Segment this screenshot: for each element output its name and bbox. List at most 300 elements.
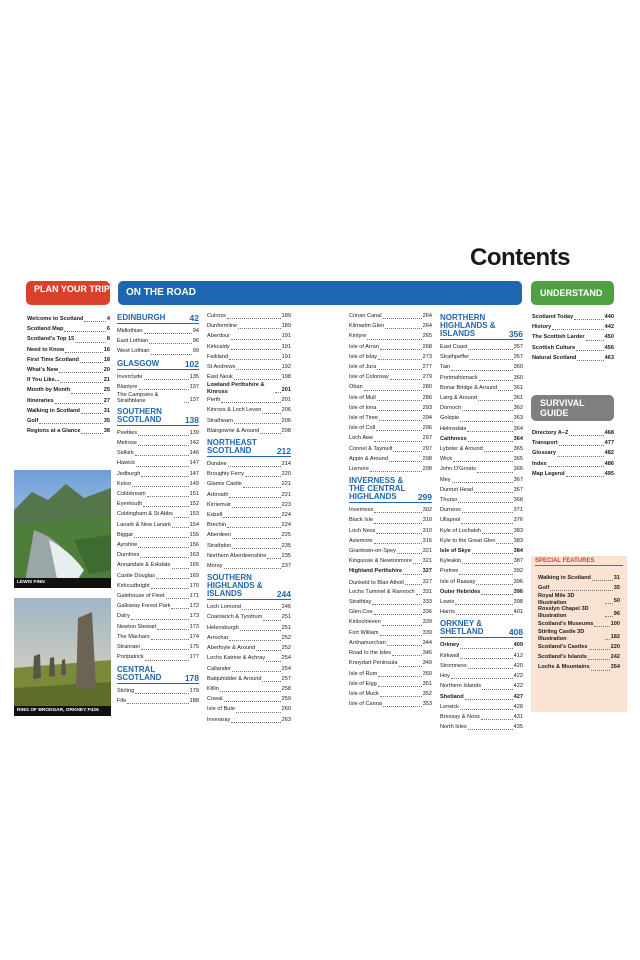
toc-entry[interactable] <box>27 365 110 375</box>
toc-entry[interactable] <box>27 375 110 385</box>
toc-entry[interactable] <box>207 342 291 352</box>
toc-entry-title: Isle of Bute <box>207 706 235 713</box>
toc-entry[interactable] <box>440 546 523 556</box>
toc-entry-title: Need to Know <box>27 346 65 353</box>
toc-entry-page: 280 <box>422 384 432 391</box>
dot-leader <box>399 666 422 667</box>
toc-entry[interactable] <box>117 489 199 499</box>
toc-entry[interactable] <box>117 479 199 489</box>
toc-entry[interactable] <box>117 372 199 382</box>
toc-entry[interactable] <box>349 556 432 566</box>
toc-entry[interactable] <box>117 382 199 392</box>
toc-entry-title: Lybster & Around <box>440 446 483 453</box>
toc-entry[interactable] <box>207 500 291 510</box>
toc-entry[interactable] <box>440 526 523 536</box>
toc-entry[interactable] <box>349 669 432 679</box>
standing-stones-image <box>14 598 111 716</box>
toc-entry-title: Isle of Jura <box>349 364 377 371</box>
toc-entry-title: Hawick <box>117 460 136 467</box>
toc-entry[interactable] <box>440 651 523 661</box>
toc-entry[interactable] <box>117 336 199 346</box>
toc-entry[interactable] <box>207 643 291 653</box>
toc-entry[interactable] <box>538 629 620 642</box>
toc-entry[interactable] <box>117 560 199 570</box>
toc-entry[interactable] <box>117 448 199 458</box>
section-heading-page: 299 <box>417 492 432 503</box>
toc-entry[interactable] <box>207 352 291 362</box>
toc-entry[interactable] <box>207 405 291 415</box>
toc-entry[interactable] <box>349 362 432 372</box>
toc-entry[interactable] <box>440 464 523 474</box>
toc-entry[interactable] <box>349 433 432 443</box>
section-heading-page: 138 <box>184 414 199 425</box>
toc-entry-page: 367 <box>513 476 523 483</box>
toc-entry[interactable] <box>532 332 614 342</box>
toc-entry-title: Mey <box>440 476 451 483</box>
toc-entry[interactable] <box>440 434 523 444</box>
toc-entry[interactable] <box>532 469 614 479</box>
toc-entry-title: Arbroath <box>207 491 229 498</box>
toc-entry-page: 360 <box>513 374 523 381</box>
toc-entry-page: 155 <box>189 531 199 538</box>
section-heading-title: NORTHEAST SCOTLAND <box>207 438 257 456</box>
toc-entry[interactable] <box>117 652 199 662</box>
dot-leader <box>557 456 604 457</box>
toc-entry[interactable] <box>27 314 110 324</box>
toc-entry[interactable] <box>349 648 432 658</box>
dot-leader <box>234 423 281 424</box>
toc-entry-page: 20 <box>103 367 110 374</box>
section-heading-title: GLASGOW <box>117 358 160 368</box>
toc-entry[interactable] <box>27 324 110 334</box>
toc-entry-title: Golf <box>538 585 550 592</box>
toc-entry-page: 151 <box>189 491 199 498</box>
toc-entry[interactable] <box>349 413 432 423</box>
toc-entry[interactable] <box>117 469 199 479</box>
toc-entry-title: Wick <box>440 456 453 463</box>
toc-entry[interactable] <box>117 550 199 560</box>
toc-entry[interactable] <box>207 520 291 530</box>
toc-entry-page: 146 <box>189 450 199 457</box>
toc-entry[interactable] <box>27 416 110 426</box>
toc-entry-page: 440 <box>604 314 614 320</box>
toc-entry[interactable] <box>440 597 523 607</box>
toc-entry[interactable] <box>349 311 432 321</box>
toc-entry[interactable] <box>117 499 199 509</box>
toc-entry[interactable] <box>207 541 291 551</box>
toc-entry[interactable] <box>440 681 523 691</box>
toc-entry-title: Ullapool <box>440 517 461 524</box>
toc-entry[interactable] <box>207 382 291 395</box>
toc-entry[interactable] <box>440 671 523 681</box>
toc-entry[interactable] <box>207 694 291 704</box>
toc-entry[interactable] <box>117 346 199 356</box>
toc-entry[interactable] <box>207 490 291 500</box>
toc-entry[interactable] <box>349 679 432 689</box>
toc-entry[interactable] <box>349 628 432 638</box>
toc-entry[interactable] <box>207 331 291 341</box>
dot-leader <box>232 538 280 539</box>
toc-entry[interactable] <box>440 692 523 702</box>
toc-entry-page: 220 <box>610 644 620 651</box>
toc-entry-page: 191 <box>281 333 291 340</box>
toc-entry-title: Aberfoyle & Around <box>207 645 256 652</box>
toc-entry-page: 349 <box>422 660 432 667</box>
toc-entry-title: Glen Coe <box>349 609 373 616</box>
toc-entry[interactable] <box>207 664 291 674</box>
toc-entry[interactable] <box>440 712 523 722</box>
toc-entry[interactable] <box>349 352 432 362</box>
dot-leader <box>156 578 189 579</box>
toc-entry-title: Lismore <box>349 466 369 473</box>
dot-leader <box>81 433 102 434</box>
toc-entry[interactable] <box>440 722 523 732</box>
toc-entry[interactable] <box>27 355 110 365</box>
toc-entry[interactable] <box>440 352 523 362</box>
section-heading-title: SOUTHERN HIGHLANDS & ISLANDS <box>207 573 263 599</box>
toc-entry[interactable] <box>349 372 432 382</box>
toc-entry-title: Dalry <box>117 613 131 620</box>
toc-entry[interactable] <box>117 696 199 706</box>
dot-leader <box>55 403 103 404</box>
toc-entry-page: 35 <box>103 418 110 425</box>
dot-leader <box>576 350 603 351</box>
toc-entry[interactable] <box>207 633 291 643</box>
toc-entry-title: Aberdour <box>207 333 231 340</box>
toc-entry[interactable] <box>117 438 199 448</box>
toc-entry-title: Glossary <box>532 450 556 457</box>
toc-entry[interactable] <box>349 536 432 546</box>
toc-entry[interactable] <box>538 606 620 619</box>
toc-entry[interactable] <box>349 577 432 587</box>
toc-entry[interactable] <box>27 345 110 355</box>
toc-entry[interactable] <box>27 406 110 416</box>
toc-entry[interactable] <box>207 321 291 331</box>
toc-entry-page: 173 <box>189 623 199 630</box>
toc-entry[interactable] <box>440 444 523 454</box>
toc-entry[interactable] <box>207 311 291 321</box>
toc-entry[interactable] <box>207 551 291 561</box>
toc-entry[interactable] <box>538 573 620 583</box>
toc-entry[interactable] <box>349 423 432 433</box>
toc-entry[interactable] <box>117 458 199 468</box>
toc-entry-page: 252 <box>281 634 291 641</box>
dot-leader <box>479 380 513 381</box>
toc-entry[interactable] <box>440 577 523 587</box>
toc-entry-page: 192 <box>281 364 291 371</box>
toc-entry[interactable] <box>349 566 432 576</box>
toc-entry-title: Kinlochleven <box>349 619 381 626</box>
toc-entry-title: First Time Scotland <box>27 356 79 363</box>
toc-entry[interactable] <box>349 546 432 556</box>
toc-entry[interactable] <box>349 444 432 454</box>
toc-entry[interactable] <box>117 591 199 601</box>
dot-leader <box>559 445 604 446</box>
toc-entry[interactable] <box>440 475 523 485</box>
toc-entry[interactable] <box>349 658 432 668</box>
dot-leader <box>267 558 280 559</box>
toc-entry-page: 170 <box>189 582 199 589</box>
toc-entry[interactable] <box>207 704 291 714</box>
toc-entry-page: 137 <box>189 383 199 390</box>
toc-entry[interactable] <box>349 607 432 617</box>
dot-leader <box>478 400 513 401</box>
toc-entry-page: 339 <box>422 629 432 636</box>
dot-leader <box>136 466 189 467</box>
dot-leader <box>374 614 422 615</box>
toc-entry[interactable] <box>117 509 199 519</box>
toc-entry[interactable] <box>538 662 620 672</box>
toc-entry-page: 147 <box>189 460 199 467</box>
toc-entry-page: 310 <box>422 517 432 524</box>
dot-leader <box>460 709 513 710</box>
section-heading-page: 244 <box>276 589 291 600</box>
toc-entry[interactable] <box>207 459 291 469</box>
dot-leader <box>229 640 280 641</box>
toc-entry-title: Golspie <box>440 415 459 422</box>
special-features-heading: SPECIAL FEATURES <box>535 558 623 566</box>
toc-entry-title: Northern Islands <box>440 683 482 690</box>
toc-entry[interactable] <box>349 515 432 525</box>
toc-entry[interactable] <box>349 505 432 515</box>
dot-leader <box>262 413 280 414</box>
dot-leader <box>364 390 422 391</box>
toc-entry-title: Scotland Today <box>532 314 574 320</box>
toc-entry[interactable] <box>349 464 432 474</box>
toc-entry-page: 259 <box>281 696 291 703</box>
toc-entry-title: Isle of Tiree <box>349 415 378 422</box>
dot-leader <box>256 650 280 651</box>
toc-entry-title: Portmahomack <box>440 374 478 381</box>
toc-entry[interactable] <box>207 416 291 426</box>
toc-entry[interactable] <box>207 612 291 622</box>
toc-entry-title: Jedburgh <box>117 470 141 477</box>
toc-entry[interactable] <box>532 459 614 469</box>
dot-leader <box>456 614 513 615</box>
toc-entry[interactable] <box>117 540 199 550</box>
toc-entry-page: 206 <box>281 417 291 424</box>
toc-entry[interactable] <box>117 581 199 591</box>
toc-entry[interactable] <box>207 530 291 540</box>
toc-entry[interactable] <box>532 448 614 458</box>
toc-entry[interactable] <box>440 342 523 352</box>
toc-entry[interactable] <box>440 515 523 525</box>
dot-leader <box>172 527 189 528</box>
toc-entry[interactable] <box>349 393 432 403</box>
page-title: Contents <box>470 244 570 271</box>
toc-entry[interactable] <box>117 632 199 642</box>
dot-leader <box>229 359 281 360</box>
toc-entry-title: Castle Douglas <box>117 572 155 579</box>
toc-entry[interactable] <box>349 454 432 464</box>
toc-entry-title: Aviemore <box>349 537 373 544</box>
toc-entry-title: Portpatrick <box>117 654 144 661</box>
toc-entry-title: Strathpeffer <box>440 354 470 361</box>
toc-entry[interactable] <box>207 395 291 405</box>
toc-entry-page: 331 <box>422 588 432 595</box>
toc-entry[interactable] <box>117 326 199 336</box>
toc-entry[interactable] <box>538 583 620 593</box>
toc-entry[interactable] <box>532 312 614 322</box>
toc-entry-title: Bressay & Noss <box>440 713 480 720</box>
dot-leader <box>220 691 281 692</box>
toc-entry-page: 153 <box>189 511 199 518</box>
toc-entry[interactable] <box>349 587 432 597</box>
toc-entry[interactable] <box>207 715 291 725</box>
toc-entry[interactable] <box>440 495 523 505</box>
toc-entry-title: Lochs Tummel & Rannoch <box>349 588 415 595</box>
toc-entry-title: What's New <box>27 367 59 374</box>
toc-entry[interactable] <box>349 321 432 331</box>
toc-entry-page: 350 <box>422 670 432 677</box>
toc-entry-title: Isle of Colonsay <box>349 374 389 381</box>
toc-entry[interactable] <box>27 396 110 406</box>
toc-entry[interactable] <box>440 485 523 495</box>
toc-entry[interactable] <box>440 587 523 597</box>
toc-entry-title: Coldstream <box>117 491 146 498</box>
toc-entry-title: Biggar <box>117 531 134 538</box>
toc-entry[interactable] <box>349 342 432 352</box>
toc-entry[interactable] <box>207 602 291 612</box>
toc-entry[interactable] <box>349 597 432 607</box>
dot-leader <box>605 639 610 640</box>
toc-entry[interactable] <box>532 438 614 448</box>
toc-entry[interactable] <box>532 428 614 438</box>
toc-entry[interactable] <box>349 526 432 536</box>
toc-entry[interactable] <box>532 353 614 363</box>
toc-entry[interactable] <box>440 383 523 393</box>
toc-entry[interactable] <box>27 385 110 395</box>
toc-entry[interactable] <box>117 611 199 621</box>
toc-entry[interactable] <box>117 642 199 652</box>
toc-entry[interactable] <box>440 373 523 383</box>
toc-entry[interactable] <box>440 454 523 464</box>
dot-leader <box>232 507 281 508</box>
dot-leader <box>132 486 189 487</box>
toc-entry[interactable] <box>349 689 432 699</box>
toc-entry[interactable] <box>117 520 199 530</box>
toc-entry-title: Itineraries <box>27 397 54 404</box>
toc-entry[interactable] <box>349 331 432 341</box>
dot-leader <box>455 604 512 605</box>
dot-leader <box>453 461 513 462</box>
toc-entry[interactable] <box>538 593 620 606</box>
section-heading-title: CENTRAL SCOTLAND <box>117 664 162 682</box>
toc-entry-title: Crianlarich & Tyndrum <box>207 614 263 621</box>
toc-entry-page: 316 <box>422 537 432 544</box>
toc-entry[interactable] <box>117 686 199 696</box>
toc-entry[interactable] <box>532 322 614 332</box>
toc-entry[interactable] <box>440 607 523 617</box>
toc-entry[interactable] <box>440 403 523 413</box>
toc-entry-page: 321 <box>422 548 432 555</box>
toc-entry[interactable] <box>440 640 523 650</box>
toc-entry-title: Bonar Bridge & Around <box>440 384 498 391</box>
toc-entry[interactable] <box>440 556 523 566</box>
toc-entry-title: Highland Perthshire <box>349 568 403 575</box>
toc-entry[interactable] <box>349 382 432 392</box>
toc-entry[interactable] <box>207 479 291 489</box>
toc-entry[interactable] <box>440 413 523 423</box>
toc-entry[interactable] <box>349 403 432 413</box>
toc-entry-title: Midlothian <box>117 328 143 334</box>
toc-entry-title: Lerwick <box>440 703 459 710</box>
toc-entry[interactable] <box>207 510 291 520</box>
toc-entry-title: Kirkcudbright <box>117 582 150 589</box>
dot-leader <box>465 699 513 700</box>
dot-leader <box>224 568 281 569</box>
toc-entry[interactable] <box>440 536 523 546</box>
toc-entry[interactable] <box>349 699 432 709</box>
dot-leader <box>151 639 189 640</box>
toc-entry[interactable] <box>538 652 620 662</box>
dot-leader <box>140 557 188 558</box>
toc-entry[interactable] <box>538 619 620 629</box>
toc-entry[interactable] <box>440 661 523 671</box>
toc-entry-title: Galloway Forest Park <box>117 603 171 610</box>
toc-entry[interactable] <box>117 622 199 632</box>
toc-entry-page: 273 <box>422 353 432 360</box>
toc-entry[interactable] <box>117 392 199 405</box>
toc-entry-page: 27 <box>103 397 110 404</box>
toc-entry[interactable] <box>538 642 620 652</box>
toc-entry[interactable] <box>207 674 291 684</box>
on-the-road-column-1 <box>117 311 199 706</box>
toc-entry[interactable] <box>27 334 110 344</box>
toc-entry[interactable] <box>440 424 523 434</box>
toc-entry[interactable] <box>349 617 432 627</box>
toc-entry[interactable] <box>440 566 523 576</box>
dot-leader <box>184 402 189 403</box>
dot-leader <box>460 658 512 659</box>
toc-entry-title: Isle of Iona <box>349 404 377 411</box>
toc-entry[interactable] <box>207 469 291 479</box>
toc-entry[interactable] <box>440 362 523 372</box>
toc-entry[interactable] <box>117 530 199 540</box>
toc-entry[interactable] <box>532 343 614 353</box>
toc-entry[interactable] <box>27 426 110 436</box>
section-heading <box>440 314 523 340</box>
section-heading <box>207 574 291 600</box>
toc-entry[interactable] <box>440 393 523 403</box>
toc-entry-title: Lanark & New Lanark <box>117 521 171 528</box>
toc-entry-title: Isle of Arran <box>349 343 379 350</box>
toc-entry[interactable] <box>440 702 523 712</box>
toc-entry[interactable] <box>207 684 291 694</box>
section-heading <box>207 439 291 457</box>
toc-entry-page: 396 <box>513 578 523 585</box>
dot-leader <box>227 527 281 528</box>
toc-entry[interactable] <box>117 571 199 581</box>
toc-entry[interactable] <box>207 372 291 382</box>
toc-entry[interactable] <box>207 623 291 633</box>
toc-entry-page: 327 <box>422 578 432 585</box>
toc-entry-title: Caithness <box>440 435 467 442</box>
toc-entry[interactable] <box>349 638 432 648</box>
dot-leader <box>452 482 513 483</box>
toc-entry[interactable] <box>207 561 291 571</box>
toc-entry[interactable] <box>207 653 291 663</box>
toc-entry[interactable] <box>117 428 199 438</box>
toc-entry[interactable] <box>207 362 291 372</box>
toc-entry[interactable] <box>440 505 523 515</box>
toc-entry-page: 442 <box>604 324 614 331</box>
dot-leader <box>477 472 513 473</box>
toc-entry[interactable] <box>207 426 291 436</box>
toc-entry-page: 279 <box>422 374 432 381</box>
toc-entry-page: 383 <box>513 527 523 534</box>
toc-entry[interactable] <box>117 601 199 611</box>
